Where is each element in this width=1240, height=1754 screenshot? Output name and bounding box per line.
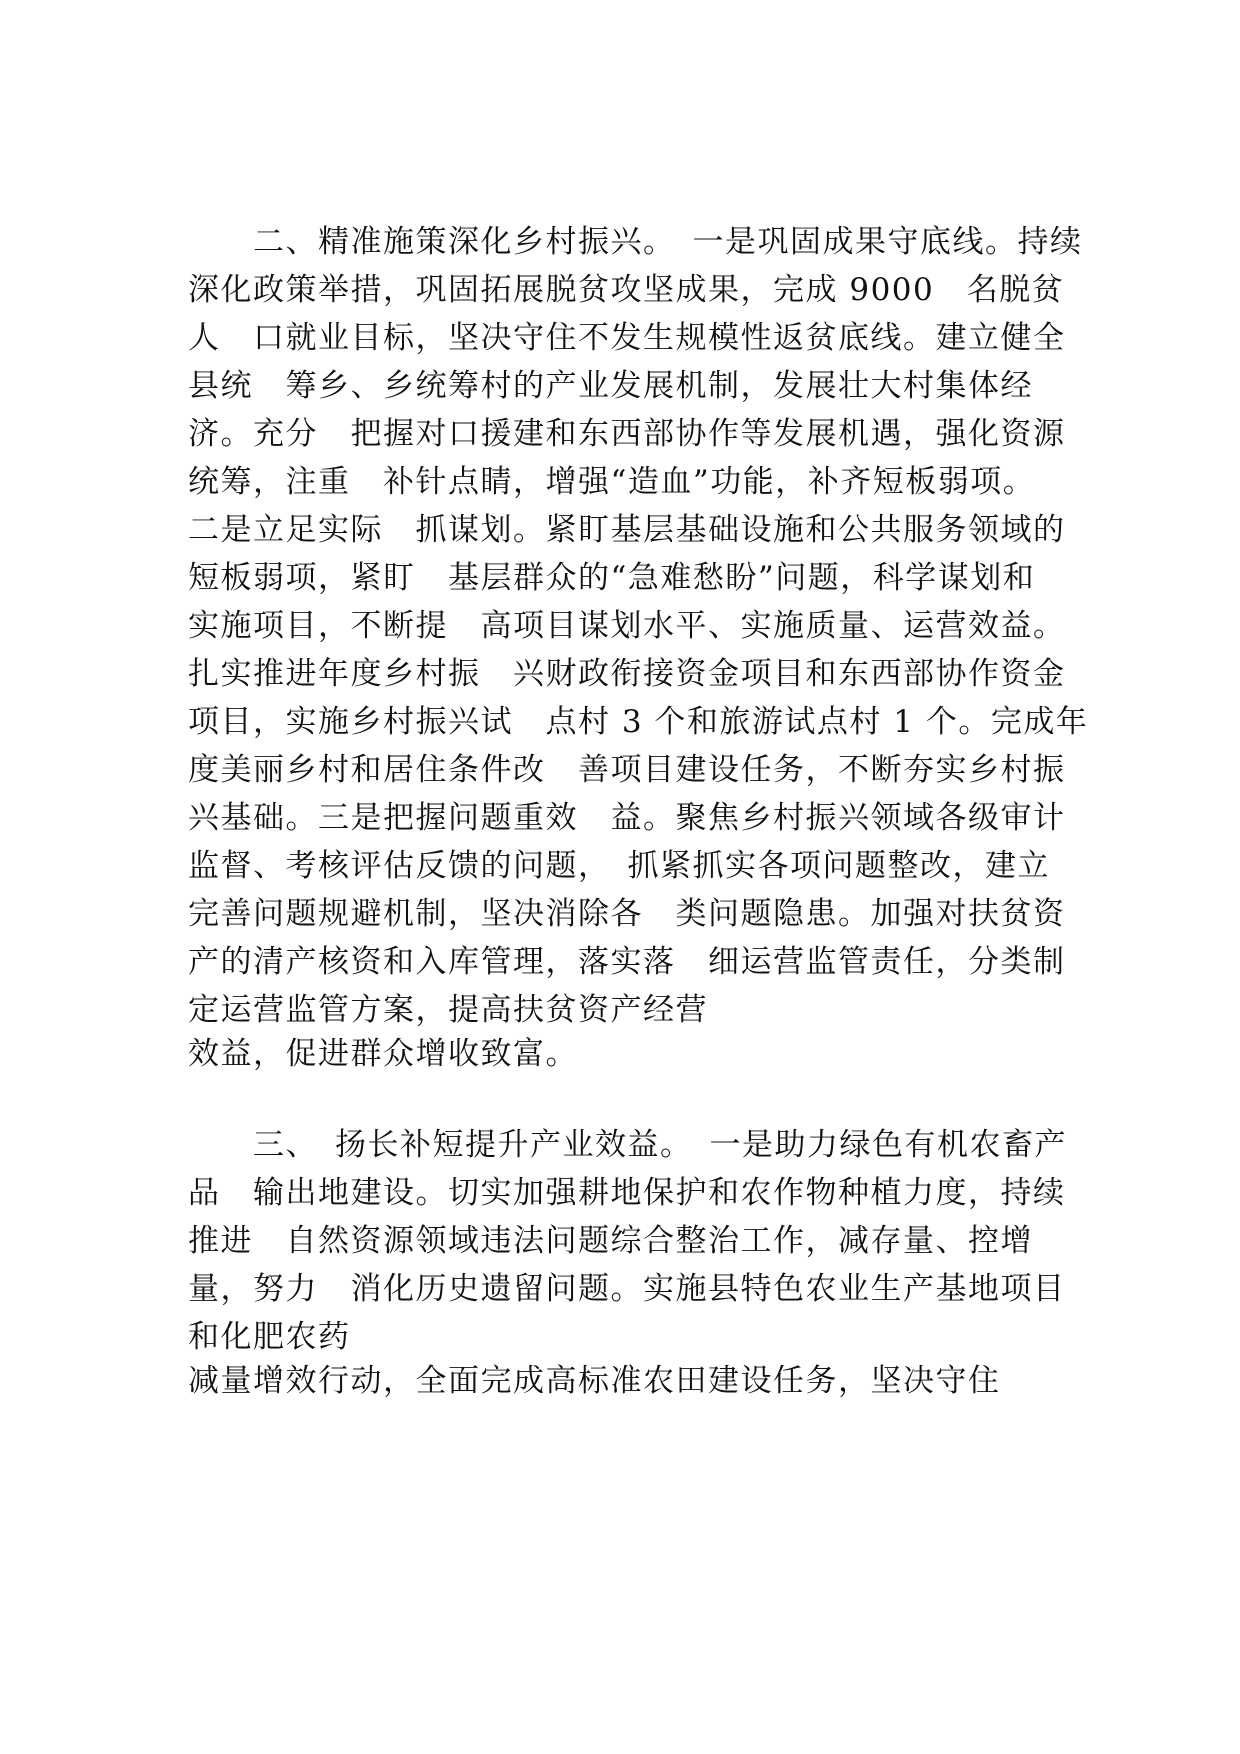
text-line: 减量增效行动，全面完成高标准农田建设任务，坚决守住 — [188, 1363, 1001, 1399]
text-line: 扎实推进年度乡村振 兴财政衔接资金项目和东西部协作资金 — [188, 656, 1066, 692]
text-line: 度美丽乡村和居住条件改 善项目建设任务，不断夯实乡村振 — [188, 752, 1066, 788]
text-line: 项目，实施乡村振兴试 点村 3 个和旅游试点村 1 个。完成年 — [188, 704, 1089, 740]
text-line: 二是立足实际 抓谋划。紧盯基层基础设施和公共服务领域的 — [188, 512, 1066, 548]
text-line: 兴基础。三是把握问题重效 益。聚焦乡村振兴领域各级审计 — [188, 800, 1066, 836]
text-line: 量，努力 消化历史遗留问题。实施县特色农业生产基地项目 — [188, 1271, 1066, 1307]
text-line: 产的清产核资和入库管理，落实落 细运营监管责任，分类制 — [188, 944, 1066, 980]
text-line: 效益，促进群众增收致富。 — [188, 1036, 578, 1072]
text-line: 和化肥农药 — [188, 1319, 351, 1355]
text-line: 统筹，注重 补针点睛，增强“造血”功能，补齐短板弱项。 — [188, 464, 1036, 500]
text-line: 三、 扬长补短提升产业效益。 一是助力绿色有机农畜产 — [188, 1127, 1067, 1163]
text-line: 定运营监管方案，提高扶贫资产经营 — [188, 992, 708, 1028]
text-line: 二、精准施策深化乡村振兴。 一是巩固成果守底线。持续 — [188, 224, 1083, 260]
text-line: 完善问题规避机制，坚决消除各 类问题隐患。加强对扶贫资 — [188, 896, 1066, 932]
text-line: 品 输出地建设。切实加强耕地保护和农作物种植力度，持续 — [188, 1175, 1066, 1211]
text-line: 实施项目，不断提 高项目谋划水平、实施质量、运营效益。 — [188, 608, 1066, 644]
text-line: 监督、考核评估反馈的问题， 抓紧抓实各项问题整改，建立 — [188, 848, 1050, 884]
text-line: 县统 筹乡、乡统筹村的产业发展机制，发展壮大村集体经 — [188, 368, 1033, 404]
text-line: 济。充分 把握对口援建和东西部协作等发展机遇，强化资源 — [188, 416, 1066, 452]
text-line: 人 口就业目标，坚决守住不发生规模性返贫底线。建立健全 — [188, 320, 1066, 356]
text-line: 推进 自然资源领域违法问题综合整治工作，减存量、控增 — [188, 1223, 1033, 1259]
text-line: 短板弱项，紧盯 基层群众的“急难愁盼”问题，科学谋划和 — [188, 560, 1036, 596]
text-line: 深化政策举措，巩固拓展脱贫攻坚成果，完成 9000 名脱贫 — [188, 272, 1065, 308]
